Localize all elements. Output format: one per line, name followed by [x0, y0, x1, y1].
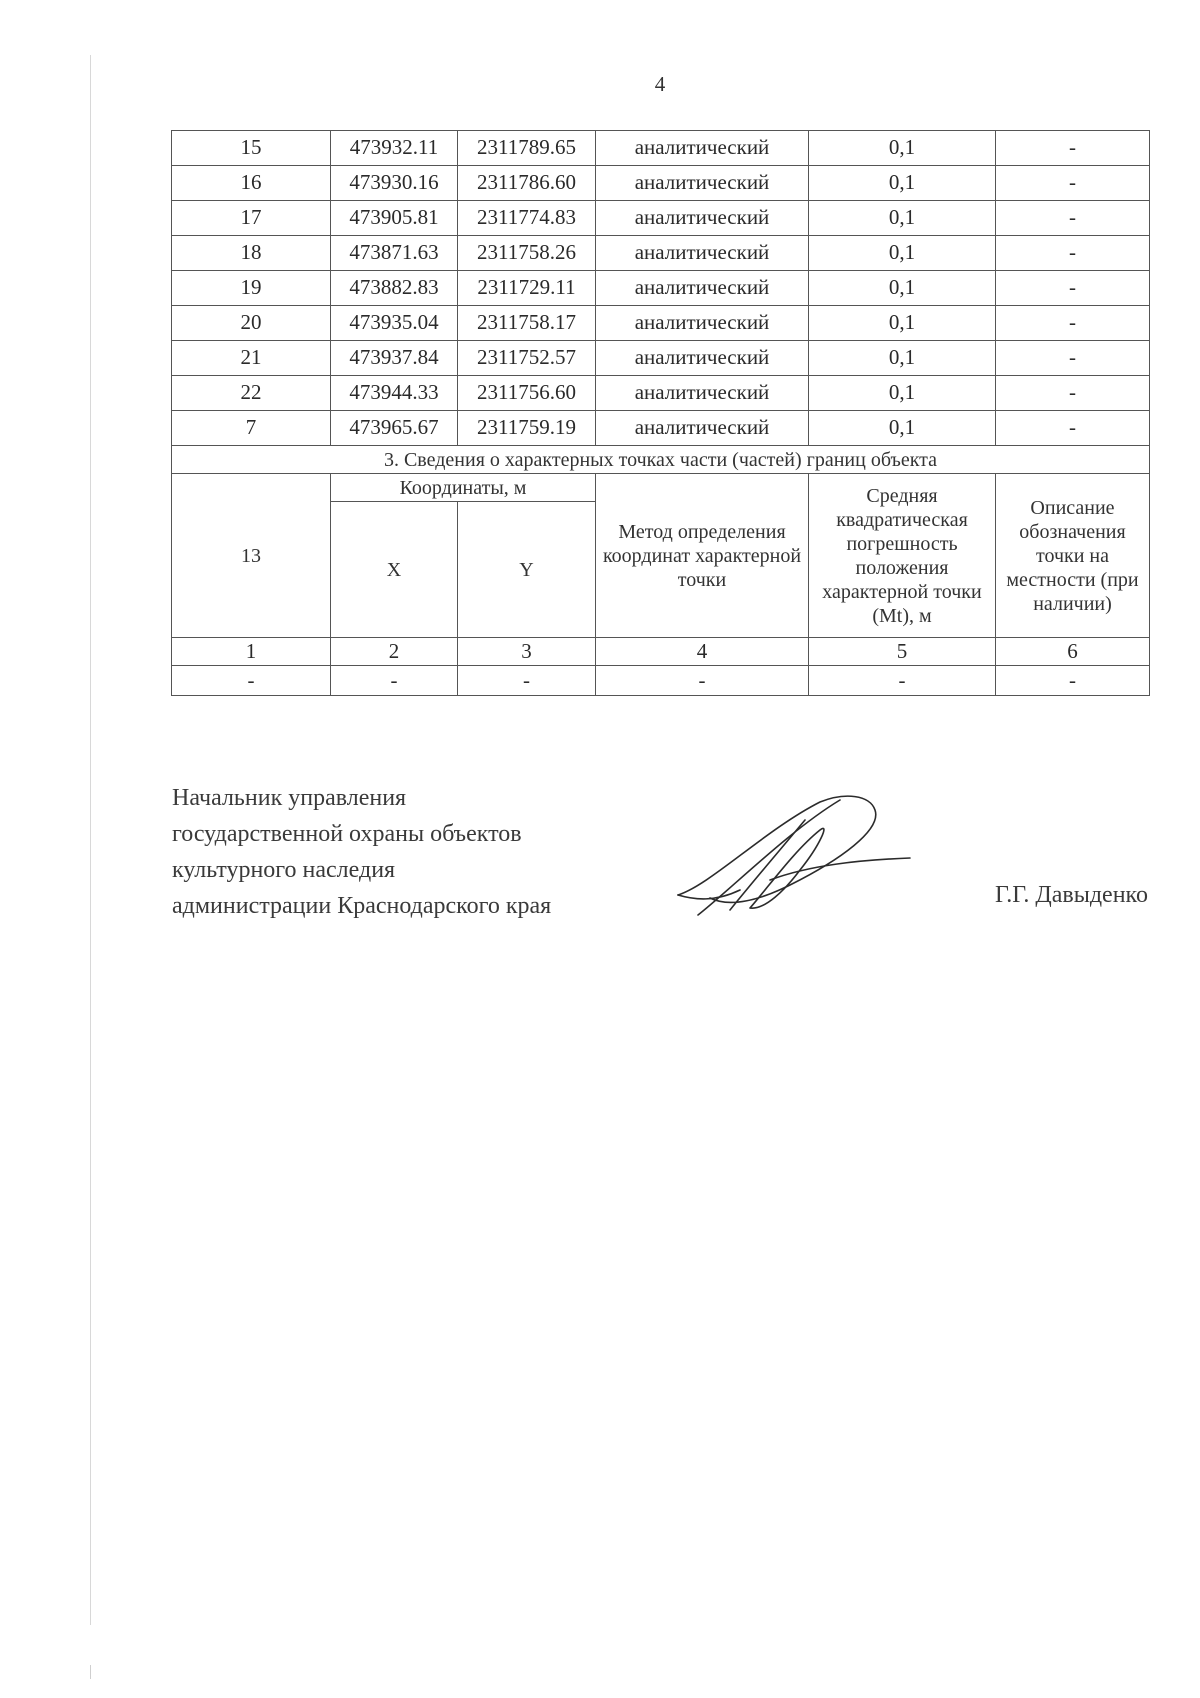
x-coordinate: 473965.67 — [331, 411, 458, 446]
point-number: 22 — [172, 376, 331, 411]
error-value: 0,1 — [809, 306, 996, 341]
method: аналитический — [596, 201, 809, 236]
y-coordinate: 2311786.60 — [458, 166, 596, 201]
page-margin-mark — [90, 1665, 91, 1679]
header-description: Описание обозначения точки на местности (при наличии) — [996, 474, 1150, 638]
method: аналитический — [596, 341, 809, 376]
column-number: 1 — [172, 638, 331, 666]
point-number: 15 — [172, 131, 331, 166]
y-coordinate: 2311789.65 — [458, 131, 596, 166]
empty-cell: - — [596, 666, 809, 696]
point-number: 21 — [172, 341, 331, 376]
empty-cell: - — [996, 666, 1150, 696]
y-coordinate: 2311774.83 — [458, 201, 596, 236]
header-error: Средняя квадратическая погрешность положения характерной точки (Mt), м — [809, 474, 996, 638]
coordinates-table — [171, 130, 1150, 696]
y-coordinate: 2311759.19 — [458, 411, 596, 446]
error-value: 0,1 — [809, 166, 996, 201]
method: аналитический — [596, 376, 809, 411]
column-number: 6 — [996, 638, 1150, 666]
error-value: 0,1 — [809, 411, 996, 446]
table-row — [172, 166, 1150, 201]
table-row — [172, 666, 1150, 696]
y-coordinate: 2311758.17 — [458, 306, 596, 341]
y-coordinate: 2311752.57 — [458, 341, 596, 376]
point-description: - — [996, 271, 1150, 306]
x-coordinate: 473935.04 — [331, 306, 458, 341]
table-row — [172, 201, 1150, 236]
column-number: 5 — [809, 638, 996, 666]
error-value: 0,1 — [809, 376, 996, 411]
empty-cell: - — [172, 666, 331, 696]
y-coordinate: 2311729.11 — [458, 271, 596, 306]
point-number: 17 — [172, 201, 331, 236]
signatory-title-line: администрации Краснодарского края — [172, 893, 552, 919]
method: аналитический — [596, 166, 809, 201]
table-row — [172, 236, 1150, 271]
column-number: 2 — [331, 638, 458, 666]
point-description: - — [996, 411, 1150, 446]
table-row — [172, 306, 1150, 341]
x-coordinate: 473932.11 — [331, 131, 458, 166]
x-coordinate: 473930.16 — [331, 166, 458, 201]
table-row — [172, 411, 1150, 446]
empty-cell: - — [458, 666, 596, 696]
x-coordinate: 473905.81 — [331, 201, 458, 236]
empty-cell: - — [331, 666, 458, 696]
signatory-title-line: Начальник управления — [172, 785, 407, 811]
point-number: 19 — [172, 271, 331, 306]
page-margin-line — [90, 55, 91, 1625]
signatory-title — [172, 780, 551, 924]
point-description: - — [996, 306, 1150, 341]
empty-cell: - — [809, 666, 996, 696]
method: аналитический — [596, 306, 809, 341]
x-coordinate: 473882.83 — [331, 271, 458, 306]
signatory-title-line: культурного наследия — [172, 857, 396, 883]
signatory-title-line: государственной охраны объектов — [172, 821, 522, 847]
table-row — [172, 271, 1150, 306]
point-description: - — [996, 376, 1150, 411]
point-description: - — [996, 131, 1150, 166]
table-row — [172, 376, 1150, 411]
point-description: - — [996, 201, 1150, 236]
section-title-row — [172, 446, 1150, 474]
error-value: 0,1 — [809, 131, 996, 166]
error-value: 0,1 — [809, 201, 996, 236]
x-coordinate: 473871.63 — [331, 236, 458, 271]
section-title: 3. Сведения о характерных точках части (частей) границ объекта — [172, 446, 1150, 474]
column-number: 3 — [458, 638, 596, 666]
method: аналитический — [596, 236, 809, 271]
y-coordinate: 2311758.26 — [458, 236, 596, 271]
header-coordinates: Координаты, м — [331, 474, 596, 502]
page-number: 4 — [654, 72, 666, 96]
handwritten-signature — [670, 790, 920, 920]
table-row — [172, 341, 1150, 376]
column-numbers-row — [172, 638, 1150, 666]
x-coordinate: 473937.84 — [331, 341, 458, 376]
error-value: 0,1 — [809, 341, 996, 376]
signatory-name: Г.Г. Давыденко — [995, 882, 1148, 908]
point-number: 18 — [172, 236, 331, 271]
error-value: 0,1 — [809, 271, 996, 306]
header-method: Метод определения координат характерной точки — [596, 474, 809, 638]
header-y: Y — [458, 502, 596, 638]
x-coordinate: 473944.33 — [331, 376, 458, 411]
point-description: - — [996, 236, 1150, 271]
column-number: 4 — [596, 638, 809, 666]
point-description: - — [996, 341, 1150, 376]
header-number: 13 — [172, 474, 331, 638]
error-value: 0,1 — [809, 236, 996, 271]
point-description: - — [996, 166, 1150, 201]
point-number: 7 — [172, 411, 331, 446]
method: аналитический — [596, 411, 809, 446]
y-coordinate: 2311756.60 — [458, 376, 596, 411]
point-number: 16 — [172, 166, 331, 201]
point-number: 20 — [172, 306, 331, 341]
header-row — [172, 474, 1150, 502]
table-row — [172, 131, 1150, 166]
header-x: X — [331, 502, 458, 638]
method: аналитический — [596, 131, 809, 166]
method: аналитический — [596, 271, 809, 306]
